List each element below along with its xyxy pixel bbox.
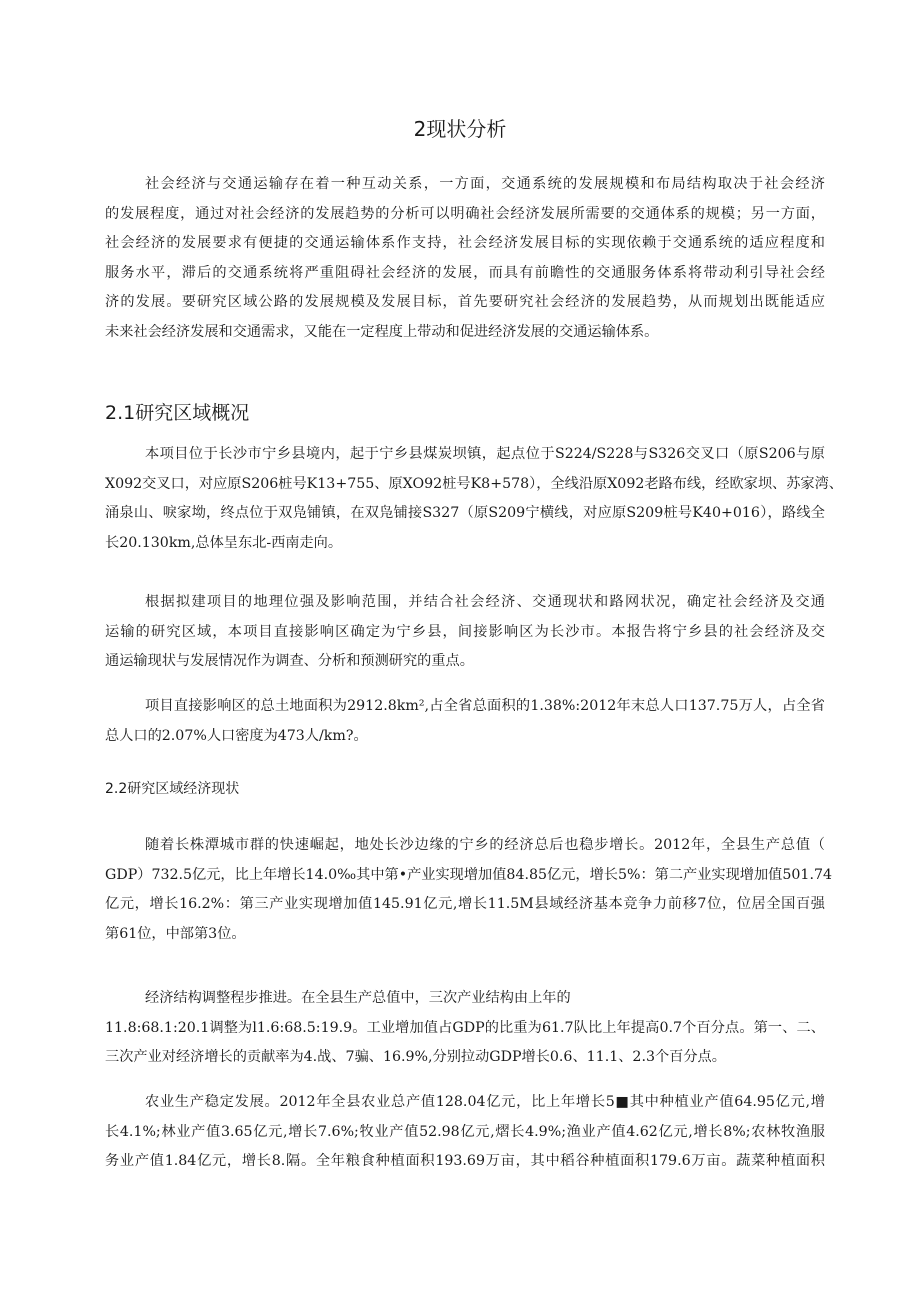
text-line: GDP）732.5亿元，比上年增长14.0‰其中第•产业实现增加值84.85亿元，增长5%：第二产业实现增加值501.74	[105, 866, 833, 883]
section-2-1-paragraph-2	[105, 588, 825, 677]
text-line: 通运输现状与发展情况作为调查、分析和预测研究的重点。	[105, 653, 474, 669]
text-line: X092交叉口，对应原S206桩号K13+755、原XO92桩号K8+578），全线沿原X092老路布线，经欧家坝、苏家湾、	[105, 475, 843, 492]
text-line: 11.8:68.1:20.1调整为l1.6:68.5:19.9。工业增加值占GDP的比重为61.7队比上年提高0.7个百分点。第一、二、	[105, 1019, 825, 1036]
text-line: 涌泉山、唳家坳，终点位于双凫铺镇，在双凫铺接S327（原S209宁横线，对应原S209桩号K40+016），路线全	[105, 505, 825, 521]
intro-paragraph	[105, 170, 825, 347]
page-title: 2现状分析	[413, 117, 507, 141]
text-line: 本项目位于长沙市宁乡县境内，起于宁乡县煤炭坝镇，起点位于S224/S228与S326交叉口（原S206与原	[145, 446, 825, 462]
section-2-1-paragraph-3	[105, 692, 825, 751]
section-2-2-paragraph-1	[105, 831, 833, 949]
text-line: 农业生产稳定发展。2012年全县农业总产值128.04亿元，比上年增长5■其中种植业产值64.95亿元,增	[145, 1094, 825, 1110]
text-line: 根据拟建项目的地理位强及影响范围，并结合社会经济、交通现状和路网状况，确定社会经济及交通	[145, 594, 825, 610]
text-line: 的发展程度，通过对社会经济的发展趋势的分析可以明确社会经济发展所需要的交通体系的规模；另一方面，	[105, 205, 825, 222]
text-line: 第61位，中部第3位。	[105, 925, 246, 942]
text-line: 亿元，增长16.2%：第三产业实现增加值145.91亿元,增长11.5M县域经济基本竞争力前移7位，位居全国百强	[105, 896, 825, 912]
text-line: 三次产业对经济增长的贡献率为4.战、7骗、16.9%,分别拉动GDP增长0.6、11.1、2.3个百分点。	[105, 1049, 726, 1065]
text-line: 服务水平，滞后的交通系统将严重阻碍社会经济的发展，而具有前瞻性的交通服务体系将带动利引导社会经	[105, 264, 825, 281]
text-line: 长4.1%;林业产值3.65亿元,增长7.6%;牧业产值52.98亿元,熠长4.9%;渔业产值4.62亿元,增长8%;农林牧渔服	[105, 1123, 825, 1140]
section-heading-2-1: 2.1研究区域概况	[105, 402, 250, 424]
section-2-2-paragraph-2	[105, 984, 825, 1073]
text-line: 经济结构调整程步推进。在全县生产总值中，三次产业结构由上年的	[145, 990, 571, 1006]
text-line: 项目直接影响区的总土地面积为2912.8km²,占全省总面积的1.38%:2012年末总人口137.75万人，占全省	[145, 698, 825, 714]
section-2-1-paragraph-1	[105, 440, 843, 558]
section-heading-2-2: 2.2研究区域经济现状	[105, 781, 240, 797]
text-line: 总人口的2.07%人口密度为473人/km?。	[105, 727, 368, 744]
text-line: 未来社会经济发展和交通需求，又能在一定程度上带动和促进经济发展的交通运输体系。	[105, 323, 659, 340]
text-line: 社会经济与交通运输存在着一种互动关系，一方面，交通系统的发展规模和布局结构取决于社会经济	[145, 176, 825, 192]
text-line: 社会经济的发展要求有便捷的交通运输体系作支持，社会经济发展目标的实现依赖于交通系统的适应程度和	[105, 235, 825, 251]
section-2-2-paragraph-3	[105, 1088, 825, 1177]
text-line: 济的发展。要研究区域公路的发展规模及发展目标，首先要研究社会经济的发展趋势，从而规划出既能适应	[105, 294, 825, 310]
text-line: 务业产值1.84亿元，增长8.隔。全年粮食种植面积193.69万亩，其中稻谷种植面积179.6万亩。蔬菜种植面积	[105, 1153, 825, 1169]
text-line: 随着长株潭城市群的快速崛起，地处长沙边缘的宁乡的经济总后也稳步增长。2012年，全县生产总值（	[145, 837, 825, 853]
text-line: 长20.130km,总体呈东北-西南走向。	[105, 534, 343, 551]
text-line: 运输的研究区域，本项目直接影响区确定为宁乡县，间接影响区为长沙市。本报告将宁乡县的社会经济及交	[105, 623, 825, 640]
